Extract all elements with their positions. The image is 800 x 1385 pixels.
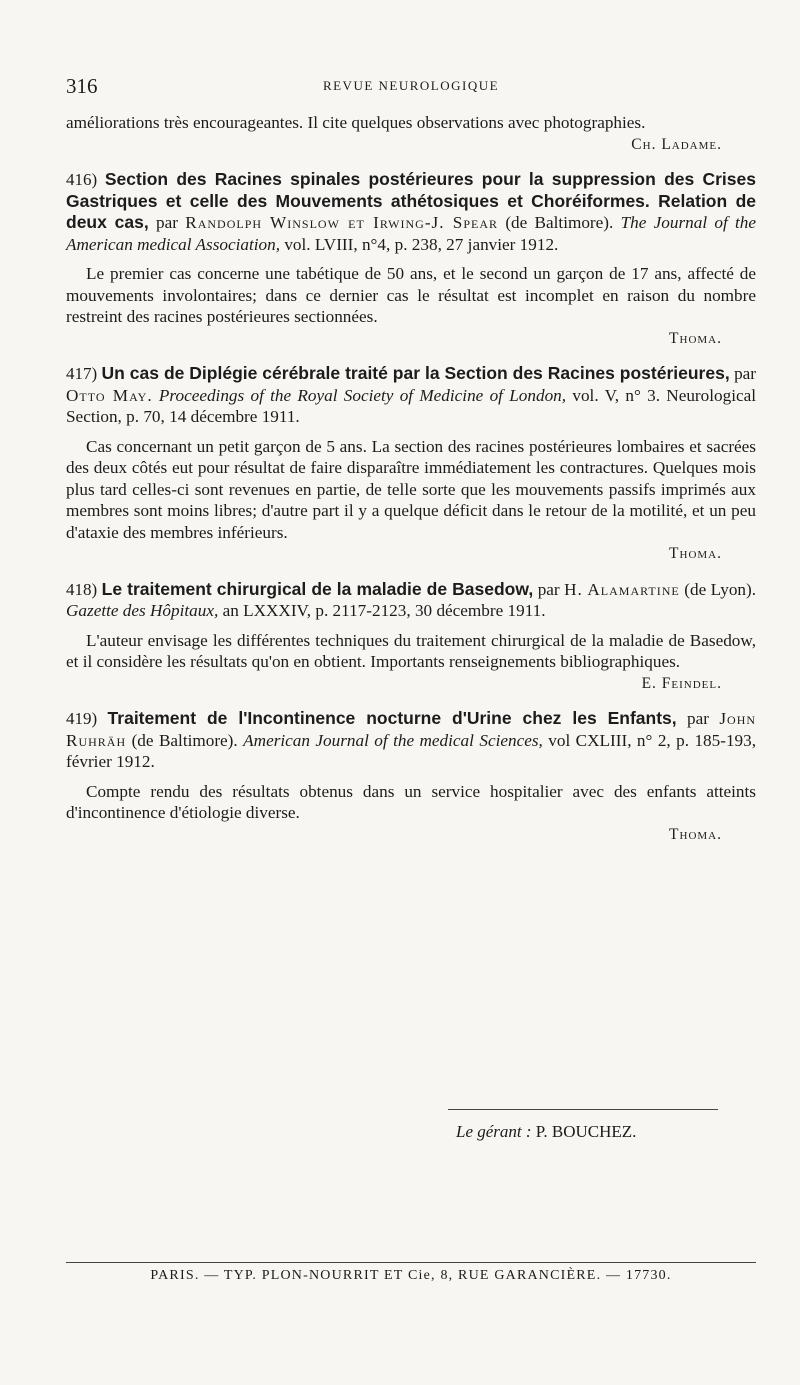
entry-abstract: Le premier cas concerne une tabétique de 50 ans, et le second un garçon de 17 ans, affecté de mouvements involontaires; dans ce dernier cas le résultat est incomplet en raison du nombre restreint des racines postérieures sectionnées. xyxy=(66,264,756,326)
entry-location: (de Baltimore). xyxy=(131,730,238,750)
entry-418 xyxy=(66,579,756,695)
entry-reference: vol. LVIII, n°4, p. 238, 27 janvier 1912. xyxy=(284,234,559,254)
gerant-name: P. BOUCHEZ. xyxy=(535,1122,637,1141)
page-header xyxy=(66,74,756,100)
entry-authors: H. Alamartine xyxy=(564,579,680,599)
gerant-divider xyxy=(448,1109,718,1110)
intro-signature: Ch. Ladame. xyxy=(631,135,722,153)
running-title: REVUE NEUROLOGIQUE xyxy=(322,78,500,93)
entry-by: par xyxy=(734,364,757,383)
imprint-divider xyxy=(66,1262,756,1263)
entry-by: par xyxy=(537,579,560,599)
entry-number: 416) xyxy=(66,170,98,189)
entry-by: par xyxy=(687,709,709,728)
entry-authors: Otto May. xyxy=(66,385,153,405)
entry-heading xyxy=(66,579,756,622)
entry-title: Section des Racines spinales postérieures pour la suppression des Crises Gastriques et celle des Mouvements athétosiques et Choréiformes. Relation de deux cas, xyxy=(66,169,756,232)
entry-signature: Thoma. xyxy=(669,825,722,843)
entry-reference: an LXXXIV, p. 2117-2123, 30 décembre 1911. xyxy=(222,601,546,620)
entry-by: par xyxy=(156,213,178,232)
entry-title: Le traitement chirurgical de la maladie de Basedow, xyxy=(101,578,534,599)
entry-abstract: L'auteur envisage les différentes techniques du traitement chirurgical de la maladie de Basedow, et il considère les résultats qu'on en obtient. Importants renseignements bibliographiques. xyxy=(66,630,756,671)
entry-number: 417) xyxy=(66,364,98,383)
intro-text: améliorations très encourageantes. Il cite quelques observations avec photographies. xyxy=(66,113,646,132)
entry-419 xyxy=(66,708,756,845)
entry-authors: Randolph Winslow et Irwing-J. Spear xyxy=(185,213,499,232)
page-number: 316 xyxy=(66,74,98,98)
entry-title: Un cas de Diplégie cérébrale traité par la Section des Racines postérieures, xyxy=(101,363,730,383)
entry-abstract: Cas concernant un petit garçon de 5 ans. La section des racines postérieures lombaires et sacrées des deux côtés eut pour résultat de faire disparaître immédiatement les contractures. Quelques mois plus tard celles-ci sont revenues en partie, de telle sorte que les mouvements passifs imprimés aux membres sont moins libres; d'autre part il y a quelque déficit dans le retour de la motilité, et un peu d'ataxie des membres inférieurs. xyxy=(66,436,756,542)
gerant-line xyxy=(456,1122,636,1142)
printer-imprint: PARIS. — TYP. PLON-NOURRIT ET Cie, 8, RUE GARANCIÈRE. — 17730. xyxy=(150,1268,672,1283)
entry-signature: Thoma. xyxy=(669,329,722,347)
entry-heading xyxy=(66,708,756,773)
entry-417 xyxy=(66,363,756,565)
entry-number: 418) xyxy=(66,579,98,599)
entry-authors: John Ruhräh xyxy=(66,709,757,750)
entry-location: (de Lyon). xyxy=(684,579,757,599)
entry-heading xyxy=(66,169,756,255)
entry-number: 419) xyxy=(66,709,98,728)
entry-signature: Thoma. xyxy=(669,545,722,562)
entry-title: Traitement de l'Incontinence nocturne d'Urine chez les Enfants, xyxy=(107,708,677,728)
entry-416 xyxy=(66,169,756,349)
entry-journal: Gazette des Hôpitaux, xyxy=(66,601,219,620)
entry-journal: The Journal of the American medical Association, xyxy=(66,213,757,254)
entry-abstract: Compte rendu des résultats obtenus dans un service hospitalier avec des enfants atteints d'incontinence d'étiologie diverse. xyxy=(66,781,756,822)
entry-signature: E. Feindel. xyxy=(641,674,722,692)
page-content xyxy=(66,112,756,845)
entry-location: (de Baltimore). xyxy=(505,213,614,232)
gerant-label: Le gérant : xyxy=(456,1122,532,1141)
entry-reference: vol. V, n° 3. Neurological Section, p. 70, 14 décembre 1911. xyxy=(66,385,757,426)
entry-journal: Proceedings of the Royal Society of Medicine of London, xyxy=(158,385,567,405)
entry-heading xyxy=(66,363,756,428)
entry-reference: vol CXLIII, n° 2, p. 185-193, février 1912. xyxy=(66,730,757,771)
entry-journal: American Journal of the medical Sciences, xyxy=(243,730,543,750)
